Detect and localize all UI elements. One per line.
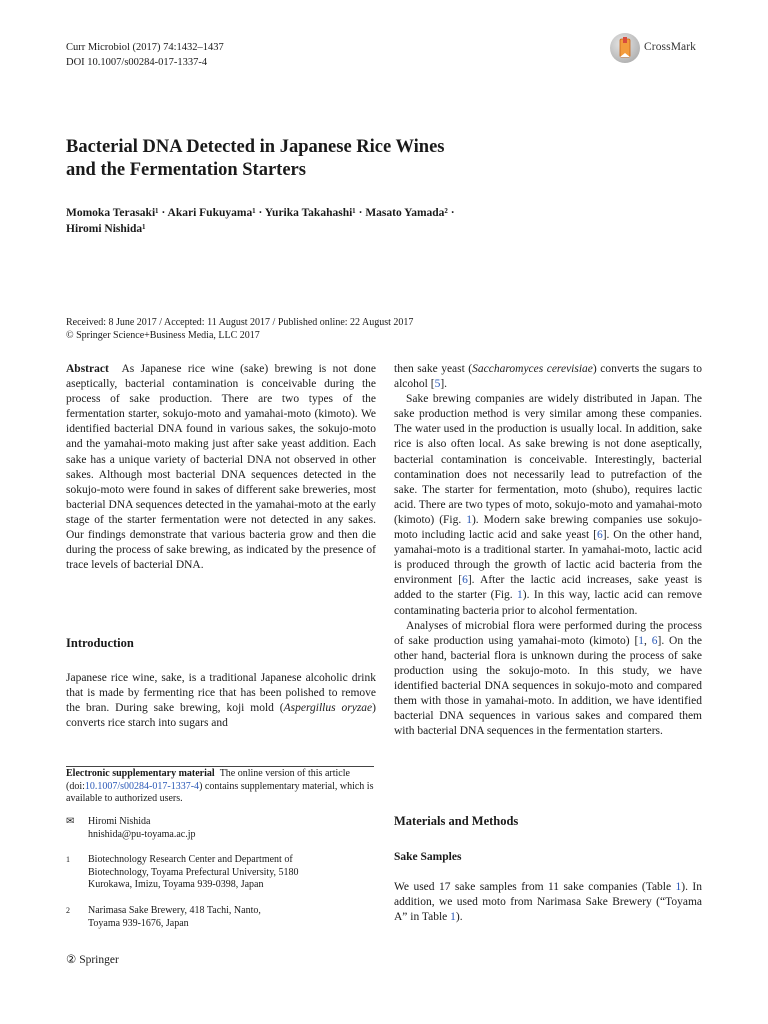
samples-paragraph (394, 880, 702, 925)
intro-species: Aspergillus oryzae (283, 702, 373, 715)
esm-heading: Electronic supplementary material (66, 768, 215, 779)
right-paragraph-3 (394, 619, 702, 740)
text-run: , (644, 634, 652, 647)
contact-email[interactable]: hnishida@pu-toyama.ac.jp (88, 828, 196, 840)
text-run: ). Modern sake brewing companies use sokujo-moto including lactic acid and sake yeast [ (394, 513, 702, 542)
text-run: ]. (440, 378, 448, 391)
affiliation-line: Biotechnology Research Center and Department of (88, 854, 293, 865)
text-run: We used 17 sake samples from 11 sake companies (Table (394, 881, 676, 893)
intro-text-a: Japanese rice wine, sake, is a traditional Japanese alcoholic drink that is made by fermenting rice that has been polished to remove the bran. During sake brewing, koji mold ( (66, 672, 376, 715)
table-link[interactable]: 1 (450, 911, 456, 924)
abstract-heading: Abstract (66, 363, 109, 375)
corresponding-author (66, 816, 374, 841)
text-run: ). In addition, we used moto from Narimasa Sake Brewery (“Toyama A” in Table (394, 881, 702, 924)
springer-logo-icon: ② (66, 954, 77, 966)
intro-paragraph (66, 671, 376, 731)
text-run: ). In this way, lactic acid can remove contaminating bacteria prior to alcohol fermentation. (394, 589, 703, 617)
publisher-footer (66, 952, 119, 966)
introduction-body (66, 671, 376, 731)
title-line-1: Bacterial DNA Detected in Japanese Rice Wines (66, 137, 445, 157)
contact-name: Hiromi Nishida (88, 816, 151, 827)
citation-link[interactable]: 5 (434, 378, 441, 391)
footnote-rule (66, 766, 374, 767)
samples-body (394, 880, 702, 925)
affiliation-number: 1 (66, 855, 70, 864)
envelope-icon: ✉ (66, 816, 75, 827)
methods-heading (394, 814, 702, 830)
methods-title: Materials and Methods (394, 814, 519, 828)
affiliation-1 (66, 854, 374, 892)
affiliation-line: Kurokawa, Imizu, Toyama 939-0398, Japan (88, 879, 264, 891)
authors-line-2: Hiromi Nishida¹ (66, 223, 146, 235)
table-link[interactable]: 1 (675, 881, 682, 893)
abstract-text: As Japanese rice wine (sake) brewing is not done aseptically, bacterial contamination is conceivable during the process of sake production. There are two types of the fermentation starter, sokujo-moto and yamahai-moto (kimoto). We identified bacterial DNA found in various sakes, the sokujo-moto and the yamahai-moto making just after sake yeast addition. Each sake has a unique variety of bacterial DNA not observed in other sakes. Although most bacterial DNA sequences detected in the sokujo-moto were found in sakes of different sake breweries, most bacterial DNA sequences detected in the yamahai-moto at the early stage of the starter fermentation were not detected in any sakes. Our findings demonstrate that various bacteria grow and then die during the process of sake brewing, as indicated by the presence of trace levels of bacterial DNA. (66, 363, 377, 572)
text-run: ). (455, 911, 463, 924)
introduction-heading (66, 636, 376, 652)
authors-line-1: Momoka Terasaki¹ · Akari Fukuyama¹ · Yurika Takahashi¹ · Masato Yamada² · (66, 207, 455, 219)
abstract (66, 362, 376, 573)
esm-doi-link[interactable]: 10.1007/s00284-017-1337-4 (84, 780, 200, 792)
received-line: Received: 8 June 2017 / Accepted: 11 August 2017 / Published online: 22 August 2017 (66, 317, 414, 328)
right-paragraph-1 (394, 362, 702, 392)
affiliation-2 (66, 905, 374, 930)
left-column (66, 362, 376, 573)
introduction-title: Introduction (66, 636, 134, 650)
publication-history (66, 316, 486, 342)
right-column (394, 362, 702, 739)
intro-text-b: ) converts rice starch into sugars and (66, 702, 376, 730)
citation-link[interactable]: 6 (596, 529, 603, 542)
affiliation-line: Toyama 939-1676, Japan (88, 917, 189, 929)
citation-link[interactable]: 6 (651, 634, 658, 647)
journal-header (66, 40, 224, 70)
journal-citation: Curr Microbiol (2017) 74:1432–1437 (66, 42, 224, 53)
esm-text-a: The online version of this article (doi: (66, 768, 350, 792)
right-paragraph-2 (394, 392, 702, 618)
crossmark-label: CrossMark (644, 41, 697, 53)
crossmark-badge[interactable] (610, 33, 710, 67)
text-run: ]. On the other hand, yamahai-moto is a traditional starter. In yamahai-moto, lactic acid is produced through the growth of lactic acid bacteria from the environment [ (394, 529, 702, 587)
text-run: ]. After the lactic acid increases, sake yeast is added to the starter (Fig. (394, 574, 702, 602)
samples-heading (394, 850, 702, 865)
affiliation-line: Biotechnology, Toyama Prefectural University, 5180 (88, 866, 299, 878)
affiliation-number: 2 (66, 906, 70, 916)
text-run: ]. On the other hand, bacterial flora is unknown during the process of sake production using the sokujo-moto. In this study, we have identified bacterial DNA sequences in sokujo-moto and compared them with those in yamahai-moto. In addition, we have identified bacterial DNA sequences in various sakes and compared them with bacterial DNA sequences in the fermentation starters. (394, 634, 703, 738)
species-name: Saccharomyces cerevisiae (472, 363, 593, 375)
citation-link[interactable]: 1 (638, 634, 645, 647)
supplementary-note (66, 768, 374, 806)
article-title (66, 136, 566, 182)
text-run: Sake brewing companies are widely distributed in Japan. The sake production method is very similar among these companies. The water used in the production is usually local. In addition, sake rice is also often local. As sake brewing is not done aseptically, bacterial contamination is conceivable. Interestingly, bacterial contamination does not necessarily lead to putrefaction of the sake. The starter for fermentation, moto (shubo), requires lactic acid. There are two types of moto, sokujo-moto and yamahai-moto (kimoto) (Fig. (394, 393, 702, 526)
copyright-line: © Springer Science+Business Media, LLC 2017 (66, 330, 260, 341)
contact-row (66, 816, 374, 841)
author-list (66, 205, 566, 237)
affiliation-line: Narimasa Sake Brewery, 418 Tachi, Nanto, (88, 905, 261, 917)
samples-title: Sake Samples (394, 851, 462, 863)
figure-link[interactable]: 1 (517, 589, 523, 602)
text-run: then sake yeast ( (394, 363, 473, 375)
publisher-name: Springer (79, 954, 119, 966)
affiliations (66, 854, 374, 931)
figure-link[interactable]: 1 (466, 513, 472, 526)
esm-text-b: ) contains supplementary material, which is available to authorized users. (66, 780, 374, 805)
crossmark-icon (610, 33, 640, 63)
doi-line: DOI 10.1007/s00284-017-1337-4 (66, 57, 208, 68)
text-run: Analyses of microbial flora were performed during the process of sake production using yamahai-moto (kimoto) [ (394, 619, 702, 647)
text-run: ) converts the sugars to alcohol [ (394, 363, 702, 391)
citation-link[interactable]: 6 (462, 574, 468, 587)
title-line-2: and the Fermentation Starters (66, 160, 306, 180)
